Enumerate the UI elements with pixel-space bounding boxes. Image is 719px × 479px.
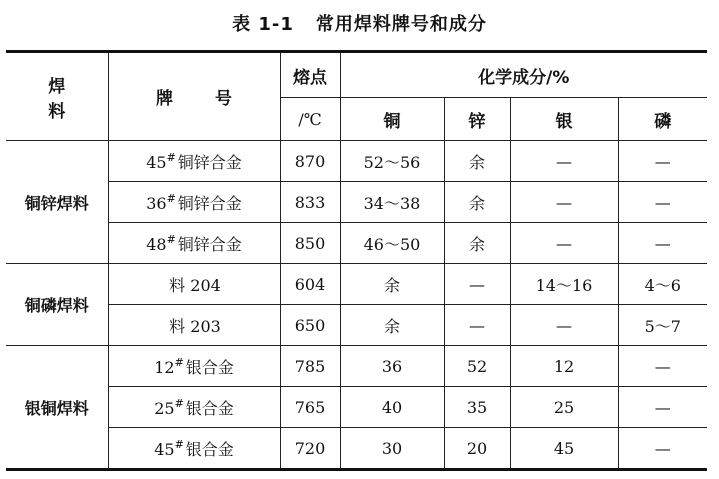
phosphorus-cell: —: [618, 223, 707, 264]
grade-name: 铜锌合金: [177, 234, 242, 254]
melting-point-cell: 833: [280, 182, 340, 223]
phosphorus-cell: —: [618, 182, 707, 223]
zinc-cell: 35: [444, 387, 510, 428]
grade-cell: [108, 305, 280, 346]
grade-name: 银合金: [185, 357, 234, 377]
phosphorus-cell: —: [618, 387, 707, 428]
header-material: 焊 料: [6, 52, 108, 141]
silver-cell: 25: [510, 387, 618, 428]
grade-name: 银合金: [185, 439, 234, 459]
phosphorus-cell: —: [618, 346, 707, 387]
material-category: 铜锌焊料: [6, 141, 108, 264]
table-title: [0, 10, 719, 36]
melting-point-cell: 870: [280, 141, 340, 182]
table-row: [6, 223, 707, 264]
grade-cell: [108, 223, 280, 264]
silver-cell: —: [510, 305, 618, 346]
melting-point-cell: 720: [280, 428, 340, 470]
grade-name: 料 204: [169, 275, 221, 295]
zinc-cell: 52: [444, 346, 510, 387]
grade-cell: [108, 387, 280, 428]
grade-mark: #: [174, 397, 184, 411]
silver-cell: —: [510, 141, 618, 182]
copper-cell: 余: [340, 305, 444, 346]
zinc-cell: 余: [444, 182, 510, 223]
material-category: 铜磷焊料: [6, 264, 108, 346]
header-phosphorus: 磷: [618, 98, 707, 141]
grade-mark: #: [174, 356, 184, 370]
zinc-cell: —: [444, 305, 510, 346]
grade-mark: #: [166, 151, 176, 165]
grade-mark: #: [166, 192, 176, 206]
melting-point-cell: 604: [280, 264, 340, 305]
table-row: [6, 141, 707, 182]
header-grade: 牌 号: [108, 52, 280, 141]
table-row: [6, 346, 707, 387]
table-row: [6, 428, 707, 470]
silver-cell: 45: [510, 428, 618, 470]
header-copper: 铜: [340, 98, 444, 141]
grade-number: 45: [146, 152, 167, 172]
grade-mark: #: [174, 438, 184, 452]
copper-cell: 52～56: [340, 141, 444, 182]
header-silver: 银: [510, 98, 618, 141]
copper-cell: 36: [340, 346, 444, 387]
table-caption: 常用焊料牌号和成分: [315, 14, 487, 35]
zinc-cell: 20: [444, 428, 510, 470]
phosphorus-cell: 5～7: [618, 305, 707, 346]
phosphorus-cell: —: [618, 428, 707, 470]
solder-table: [6, 50, 707, 471]
header-composition: 化学成分/%: [340, 52, 707, 98]
header-melting-unit: /℃: [280, 98, 340, 141]
grade-cell: [108, 346, 280, 387]
phosphorus-cell: 4～6: [618, 264, 707, 305]
melting-point-cell: 785: [280, 346, 340, 387]
grade-number: 25: [154, 398, 175, 418]
copper-cell: 34～38: [340, 182, 444, 223]
silver-cell: 14～16: [510, 264, 618, 305]
zinc-cell: 余: [444, 223, 510, 264]
table-number: 表 1-1: [232, 14, 294, 35]
grade-mark: #: [166, 233, 176, 247]
copper-cell: 46～50: [340, 223, 444, 264]
zinc-cell: —: [444, 264, 510, 305]
grade-number: 36: [146, 193, 167, 213]
header-zinc: 锌: [444, 98, 510, 141]
grade-cell: [108, 264, 280, 305]
header-melting-point: 熔点: [280, 52, 340, 98]
zinc-cell: 余: [444, 141, 510, 182]
silver-cell: 12: [510, 346, 618, 387]
table-row: [6, 387, 707, 428]
grade-name: 银合金: [185, 398, 234, 418]
silver-cell: —: [510, 182, 618, 223]
table-row: [6, 264, 707, 305]
silver-cell: —: [510, 223, 618, 264]
grade-cell: [108, 141, 280, 182]
melting-point-cell: 850: [280, 223, 340, 264]
grade-number: 12: [154, 357, 175, 377]
grade-name: 铜锌合金: [177, 152, 242, 172]
copper-cell: 30: [340, 428, 444, 470]
grade-name: 铜锌合金: [177, 193, 242, 213]
grade-name: 料 203: [169, 316, 221, 336]
melting-point-cell: 765: [280, 387, 340, 428]
table-row: [6, 305, 707, 346]
phosphorus-cell: —: [618, 141, 707, 182]
material-category: 银铜焊料: [6, 346, 108, 470]
copper-cell: 余: [340, 264, 444, 305]
grade-number: 48: [146, 234, 167, 254]
copper-cell: 40: [340, 387, 444, 428]
grade-cell: [108, 182, 280, 223]
table-row: [6, 182, 707, 223]
grade-number: 45: [154, 439, 175, 459]
grade-cell: [108, 428, 280, 470]
melting-point-cell: 650: [280, 305, 340, 346]
